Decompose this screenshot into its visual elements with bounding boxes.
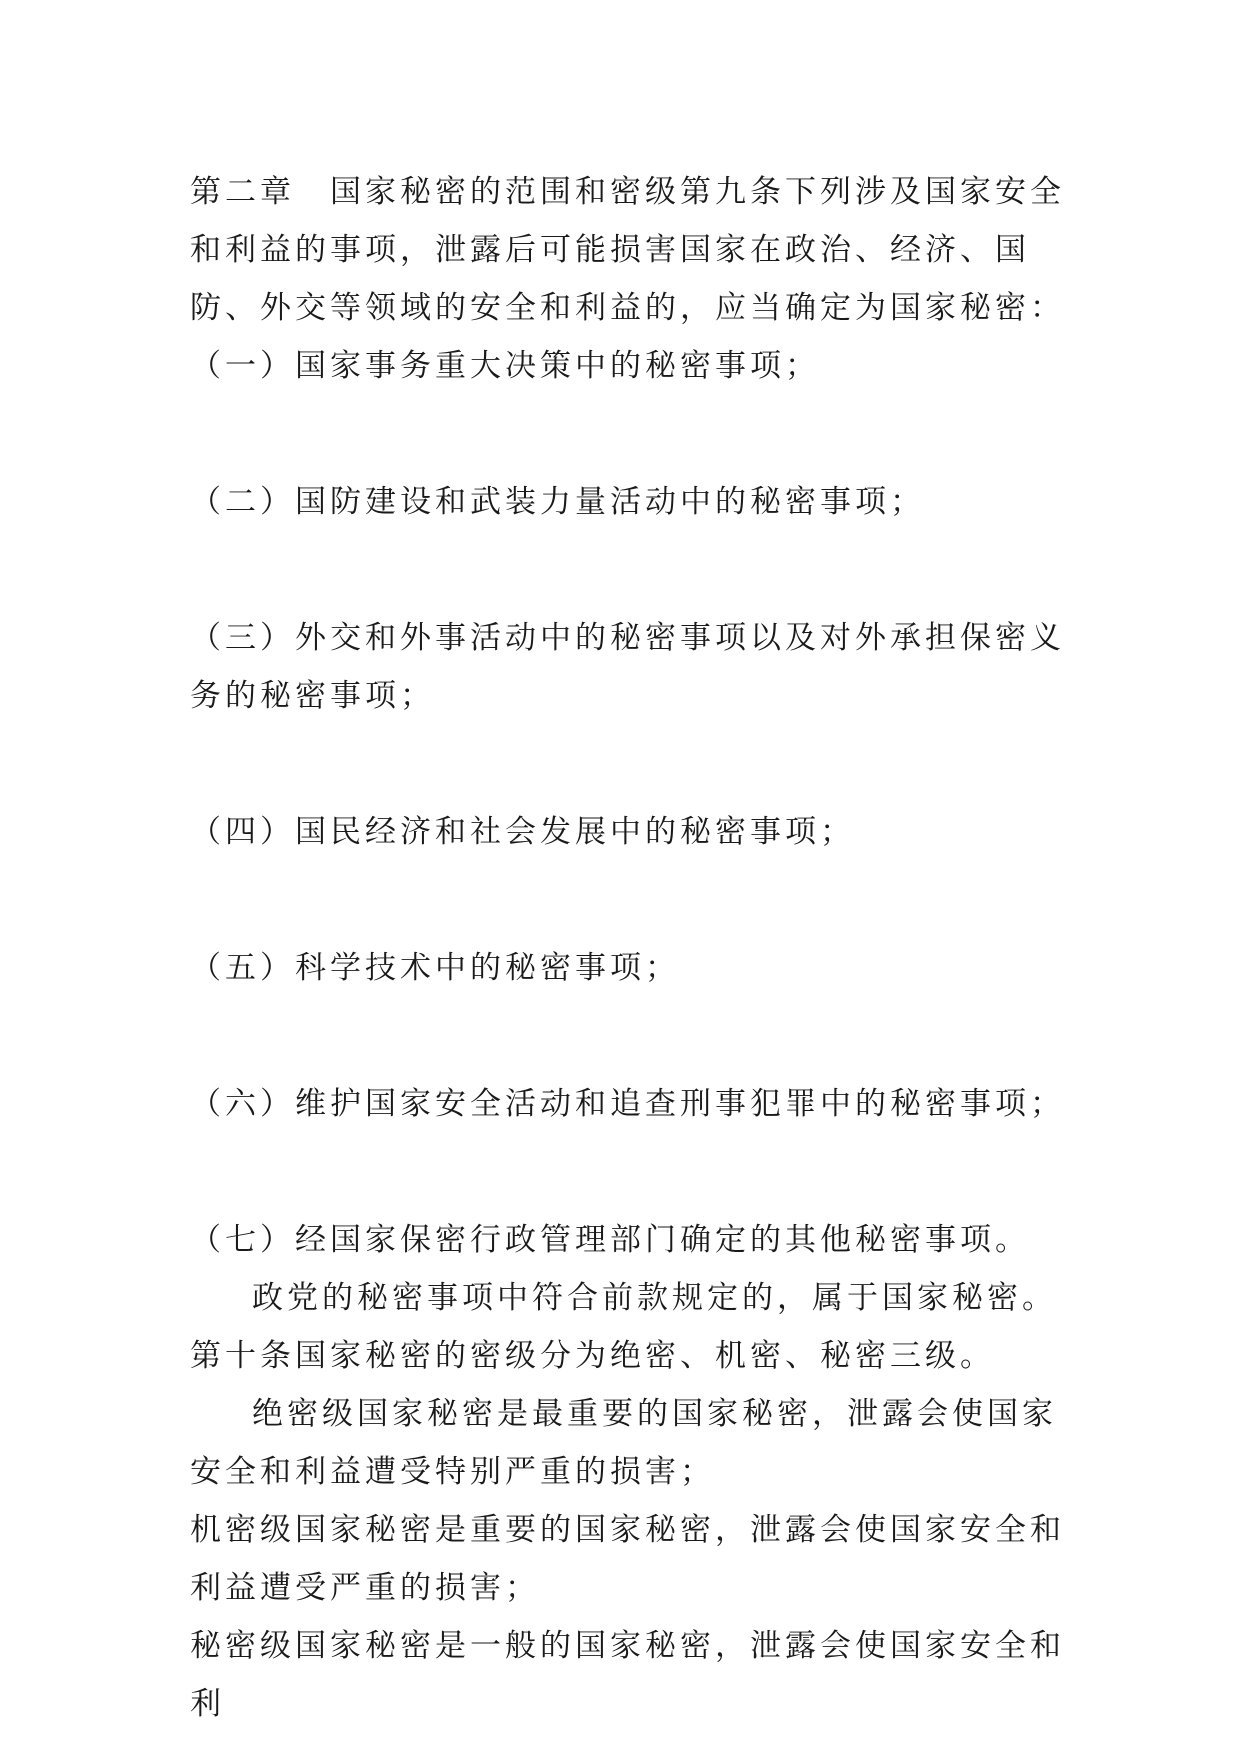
document-body: [190, 163, 1070, 1733]
list-item-4: （四）国民经济和社会发展中的秘密事项；: [190, 814, 855, 850]
list-item-3: （三）外交和外事活动中的秘密事项以及对外承担保密义务的秘密事项；: [190, 620, 1065, 714]
list-item-5: （五）科学技术中的秘密事项；: [190, 950, 680, 986]
list-item-7: （七）经国家保密行政管理部门确定的其他秘密事项。: [190, 1222, 1030, 1258]
party-secrets-paragraph: 政党的秘密事项中符合前款规定的，属于国家秘密。第十条国家秘密的密级分为绝密、机密、秘密三级。: [190, 1280, 1057, 1374]
list-item-2: （二）国防建设和武装力量活动中的秘密事项；: [190, 484, 925, 520]
chapter-intro-paragraph: 第二章 国家秘密的范围和密级第九条下列涉及国家安全和利益的事项，泄露后可能损害国家在政治、经济、国防、外交等领域的安全和利益的，应当确定为国家秘密：: [190, 174, 1065, 326]
top-secret-paragraph: 绝密级国家秘密是最重要的国家秘密，泄露会使国家安全和利益遭受特别严重的损害；: [190, 1396, 1057, 1490]
secret-paragraph: 机密级国家秘密是重要的国家秘密，泄露会使国家安全和利益遭受严重的损害；: [190, 1512, 1065, 1606]
confidential-paragraph: 秘密级国家秘密是一般的国家秘密，泄露会使国家安全和利: [190, 1628, 1065, 1722]
list-item-1: （一）国家事务重大决策中的秘密事项；: [190, 348, 820, 384]
list-item-6: （六）维护国家安全活动和追查刑事犯罪中的秘密事项；: [190, 1086, 1065, 1122]
